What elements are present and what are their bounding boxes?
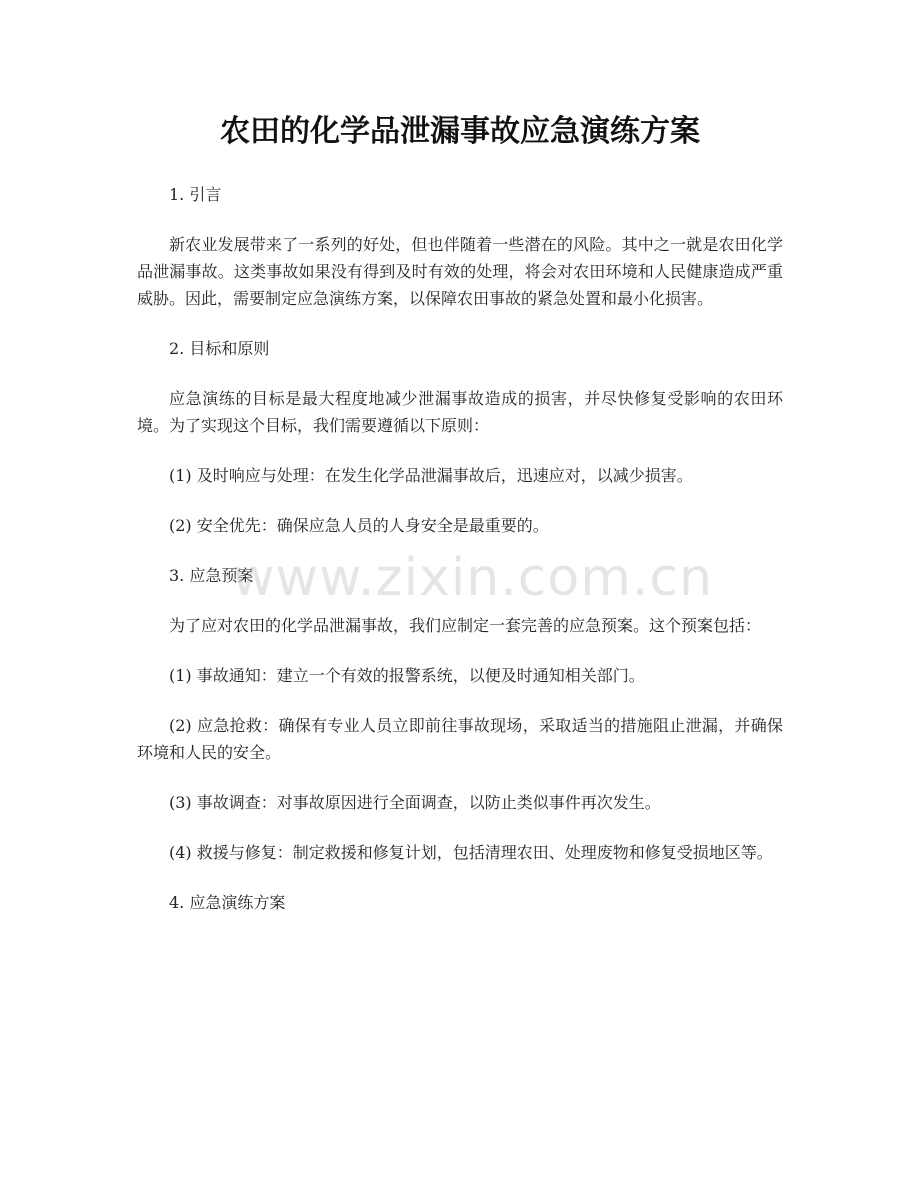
plan-item-3: (3) 事故调查：对事故原因进行全面调查，以防止类似事件再次发生。 — [169, 793, 661, 812]
paragraph-plan: 为了应对农田的化学品泄漏事故，我们应制定一套完善的应急预案。这个预案包括： — [169, 616, 762, 635]
section-heading-goals: 2. 目标和原则 — [169, 339, 270, 358]
plan-item-2: (2) 应急抢救：确保有专业人员立即前往事故现场，采取适当的措施阻止泄漏，并确保环境和人民的安全。 — [137, 716, 783, 762]
plan-item-1: (1) 事故通知：建立一个有效的报警系统，以便及时通知相关部门。 — [169, 666, 645, 685]
principle-item-2: (2) 安全优先：确保应急人员的人身安全是最重要的。 — [169, 516, 549, 535]
section-heading-intro: 1. 引言 — [169, 185, 222, 204]
section-heading-plan: 3. 应急预案 — [169, 566, 254, 585]
principle-item-1: (1) 及时响应与处理：在发生化学品泄漏事故后，迅速应对，以减少损害。 — [169, 466, 693, 485]
paragraph-intro: 新农业发展带来了一系列的好处，但也伴随着一些潜在的风险。其中之一就是农田化学品泄漏事故。这类事故如果没有得到及时有效的处理，将会对农田环境和人民健康造成严重威胁。因此，需要制定应急演练方案，以保障农田事故的紧急处置和最小化损害。 — [137, 235, 783, 308]
plan-item-4: (4) 救援与修复：制定救援和修复计划，包括清理农田、处理废物和修复受损地区等。 — [169, 843, 773, 862]
section-heading-drill: 4. 应急演练方案 — [169, 893, 286, 912]
watermark: www.zixin.com.cn — [232, 548, 713, 608]
paragraph-goals: 应急演练的目标是最大程度地减少泄漏事故造成的损害，并尽快修复受影响的农田环境。为了实现这个目标，我们需要遵循以下原则： — [137, 389, 783, 435]
document-title: 农田的化学品泄漏事故应急演练方案 — [220, 114, 700, 149]
document-body — [137, 181, 783, 939]
